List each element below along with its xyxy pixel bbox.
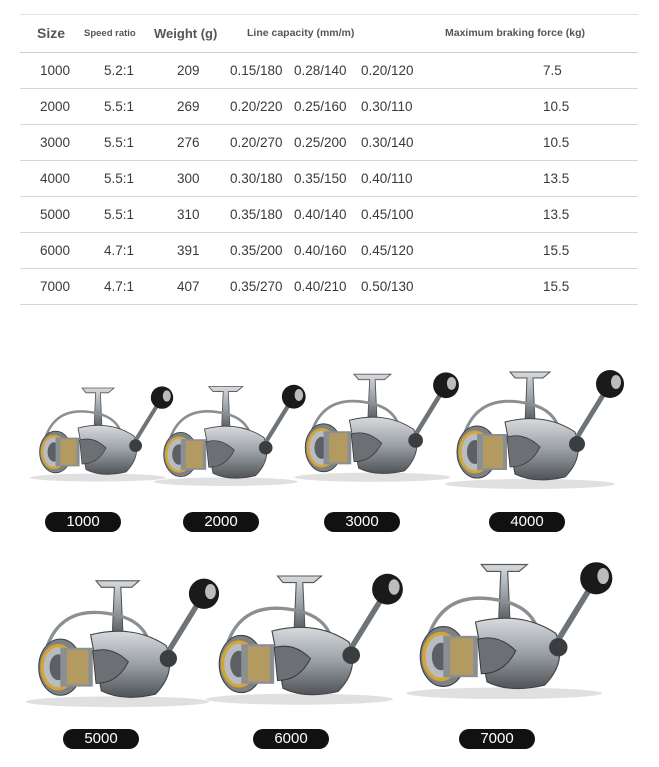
- cell-brake: 10.5: [543, 99, 570, 114]
- reel-image: [395, 553, 625, 708]
- size-badge: 5000: [63, 729, 139, 749]
- cell-cap1: 0.35/270: [230, 279, 283, 294]
- cell-brake: 10.5: [543, 135, 570, 150]
- cell-cap2: 0.40/210: [294, 279, 347, 294]
- cell-size: 7000: [40, 279, 71, 294]
- cell-weight: 209: [177, 63, 200, 78]
- size-badge: 1000: [45, 512, 121, 532]
- cell-cap1: 0.20/270: [230, 135, 283, 150]
- header-speed-ratio: Speed ratio: [84, 28, 136, 39]
- size-badge: 3000: [324, 512, 400, 532]
- cell-brake: 13.5: [543, 207, 570, 222]
- cell-cap2: 0.25/160: [294, 99, 347, 114]
- table-row: [20, 53, 638, 89]
- size-badge: 7000: [459, 729, 535, 749]
- cell-cap2: 0.40/160: [294, 243, 347, 258]
- header-line-capacity: Line capacity (mm/m): [247, 27, 355, 39]
- cell-cap2: 0.35/150: [294, 171, 347, 186]
- cell-size: 1000: [40, 63, 71, 78]
- table-row: [20, 269, 638, 305]
- cell-weight: 300: [177, 171, 200, 186]
- cell-cap1: 0.35/200: [230, 243, 283, 258]
- cell-size: 6000: [40, 243, 71, 258]
- cell-brake: 13.5: [543, 171, 570, 186]
- header-size: Size: [37, 25, 66, 41]
- cell-size: 3000: [40, 135, 71, 150]
- cell-weight: 276: [177, 135, 200, 150]
- cell-brake: 7.5: [543, 63, 562, 78]
- cell-cap1: 0.30/180: [230, 171, 283, 186]
- header-braking-force: Maximum braking force (kg): [445, 27, 586, 39]
- cell-ratio: 4.7:1: [104, 279, 135, 294]
- cell-cap3: 0.45/120: [361, 243, 414, 258]
- cell-ratio: 5.2:1: [104, 63, 135, 78]
- cell-cap1: 0.15/180: [230, 63, 283, 78]
- cell-cap3: 0.40/110: [361, 171, 413, 186]
- cell-cap2: 0.28/140: [294, 63, 347, 78]
- cell-ratio: 5.5:1: [104, 135, 135, 150]
- size-badge: 6000: [253, 729, 329, 749]
- size-badge: 2000: [183, 512, 259, 532]
- spec-table: [20, 14, 638, 305]
- table-row: [20, 233, 638, 269]
- cell-brake: 15.5: [543, 279, 570, 294]
- table-row: [20, 161, 638, 197]
- reel-image: [435, 362, 635, 497]
- cell-cap2: 0.40/140: [294, 207, 347, 222]
- reel-image: [195, 565, 415, 713]
- cell-weight: 391: [177, 243, 200, 258]
- cell-cap3: 0.30/110: [361, 99, 413, 114]
- cell-cap2: 0.25/200: [294, 135, 347, 150]
- cell-weight: 407: [177, 279, 200, 294]
- table-row: [20, 197, 638, 233]
- cell-cap3: 0.50/130: [361, 279, 414, 294]
- cell-cap1: 0.20/220: [230, 99, 283, 114]
- cell-brake: 15.5: [543, 243, 570, 258]
- cell-ratio: 5.5:1: [104, 207, 135, 222]
- cell-cap3: 0.30/140: [361, 135, 414, 150]
- table-body: [20, 53, 638, 305]
- table-row: [20, 125, 638, 161]
- cell-weight: 269: [177, 99, 200, 114]
- cell-cap1: 0.35/180: [230, 207, 283, 222]
- cell-cap3: 0.45/100: [361, 207, 414, 222]
- cell-size: 2000: [40, 99, 71, 114]
- cell-weight: 310: [177, 207, 200, 222]
- cell-size: 5000: [40, 207, 71, 222]
- cell-ratio: 4.7:1: [104, 243, 135, 258]
- cell-cap3: 0.20/120: [361, 63, 414, 78]
- table-header: [20, 14, 638, 53]
- cell-size: 4000: [40, 171, 71, 186]
- cell-ratio: 5.5:1: [104, 171, 135, 186]
- table-row: [20, 89, 638, 125]
- cell-ratio: 5.5:1: [104, 99, 135, 114]
- header-weight: Weight (g): [154, 26, 218, 41]
- size-badge: 4000: [489, 512, 565, 532]
